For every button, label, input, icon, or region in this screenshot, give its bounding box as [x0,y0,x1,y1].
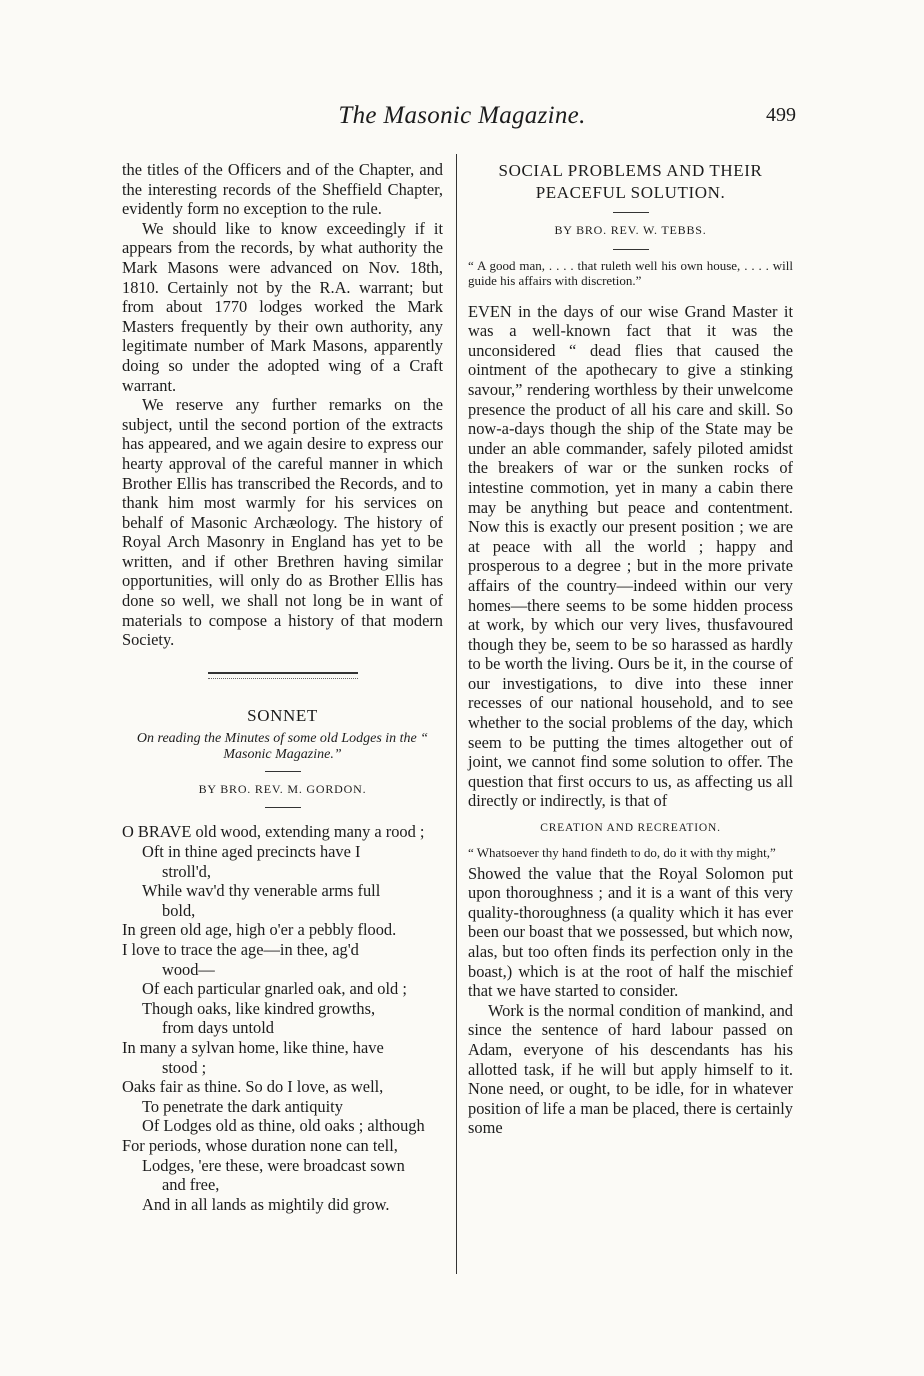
poem-line: O BRAVE old wood, extending many a rood ; [122,822,425,842]
article-paragraph: Showed the value that the Royal Solomon put upon thoroughness ; and it is a want of this very quality-thoroughness (a quality which it has ever been our boast that we possessed, but which now, alas, but too often finds its perfection only in the boast,) which is at the root of half the mischief that we have started to consider. [468,863,793,1001]
article-byline: BY BRO. REV. W. TEBBS. [554,223,707,237]
ornamental-rule [208,672,358,679]
poem-line: In many a sylvan home, like thine, have [122,1037,384,1057]
poem-line: Oaks fair as thine. So do I love, as well, [122,1077,384,1097]
sonnet-title: SONNET [247,705,318,725]
sonnet-poem [122,822,443,1214]
poem-line: To penetrate the dark antiquity [142,1096,343,1116]
poem-line: from days untold [162,1018,274,1038]
page-number: 499 [766,104,796,126]
poem-line: And in all lands as mightily did grow. [142,1194,390,1214]
left-paragraph: the titles of the Officers and of the Chapter, and the interesting records of the Sheffield Chapter, evidently form no exception to the rule. [122,160,443,219]
article-title: SOCIAL PROBLEMS AND THEIR PEACEFUL SOLUTION. [498,161,763,202]
article-paragraph: Work is the normal condition of mankind, and since the sentence of hard labour passed on Adam, everyone of his descendants has his allotted task, if he will but apply himself to it. None need, or ought, to be idle, for in whatever position of life a man be placed, there is certainly some [468,1000,793,1138]
poem-line: and free, [162,1175,220,1195]
poem-line: stood ; [162,1057,207,1077]
poem-line: While wav'd thy venerable arms full [142,881,381,901]
poem-line: bold, [162,900,196,920]
poem-line: Of each particular gnarled oak, and old ; [142,979,407,999]
left-paragraph: We should like to know exceedingly if it appears from the records, by what authority the Mark Masons were advanced on Nov. 18th, 1810. Certainly not by the R.A. warrant; but from about 1770 lodges worked the Mark Masters frequently by their own authority, any legitimate number of Mark Masons, apparently doing so under the adopted wing of a Craft warrant. [122,218,443,395]
sonnet-subtitle: On reading the Minutes of some old Lodges in the “ Masonic Magazine.” [136,730,429,762]
short-rule [613,249,649,250]
poem-line: For periods, whose duration none can tell, [122,1135,398,1155]
right-column [468,160,793,1138]
left-column [122,160,443,1214]
article-paragraph: EVEN in the days of our wise Grand Master it was a well-known fact that it was the unconsidered “ dead flies that caused the ointment of the apothecary to give a stinking savour,” rendering worthless by their unwelcome presence the product of all his care and skill. So now-a-days though the ship of the State may be under an able commander, safely piloted amidst the breakers of war or the sunken rocks of intestine commotion, yet in many a cabin there may be anything but peace and contentment. Now this is exactly our present position ; we are at peace with all the world ; happy and prosperous to a degree ; but in the more private affairs of the country—indeed within our very homes—there seems to be some hidden process at work, by which our very lives, thusfavoured though they be, seem to be so harassed as hardly to be worth the living. Ours be it, in the course of our investigations, to dive into these inner recesses of our national household, and to see whether to the social problems of the day, which seem to be putting the times altogether out of joint, we cannot find some solution to offer. The question that first occurs to us, as affecting us all directly or indirectly, is that of [468,301,793,811]
poem-line: In green old age, high o'er a pebbly flood. [122,920,397,940]
poem-line: Oft in thine aged precincts have I [142,842,361,862]
sonnet-byline: BY BRO. REV. M. GORDON. [198,781,367,796]
poem-line: Of Lodges old as thine, old oaks ; although [142,1116,425,1136]
poem-line: wood— [162,959,215,979]
running-title: The Masonic Magazine. [338,102,586,129]
subsection-quote: “ Whatsoever thy hand findeth to do, do it with thy might,” [468,844,776,860]
short-rule [613,212,649,213]
subsection-heading: CREATION AND RECREATION. [540,822,721,835]
page-header [0,96,924,136]
poem-line: I love to trace the age—in thee, ag'd [122,940,359,959]
poem-line: Though oaks, like kindred growths, [142,998,376,1018]
left-paragraph: We reserve any further remarks on the subject, until the second portion of the extracts has appeared, and we again desire to express our hearty approval of the careful manner in which Brother Ellis has transcribed the Records, and to thank him most warmly for his services on behalf of Masonic Archæology. The history of Royal Arch Masonry in England has yet to be written, and if other Brethren having similar opportunities, will only do as Brother Ellis has done so well, we shall not long be in want of materials to compose a history of that modern Society. [122,395,443,650]
short-rule [265,807,301,808]
column-divider [456,154,457,1274]
short-rule [265,771,301,772]
poem-line: Lodges, 'ere these, were broadcast sown [142,1155,405,1175]
poem-line: stroll'd, [162,861,211,881]
article-epigraph: “ A good man, . . . . that ruleth well his own house, . . . . will guide his affairs with discretion.” [468,257,793,288]
